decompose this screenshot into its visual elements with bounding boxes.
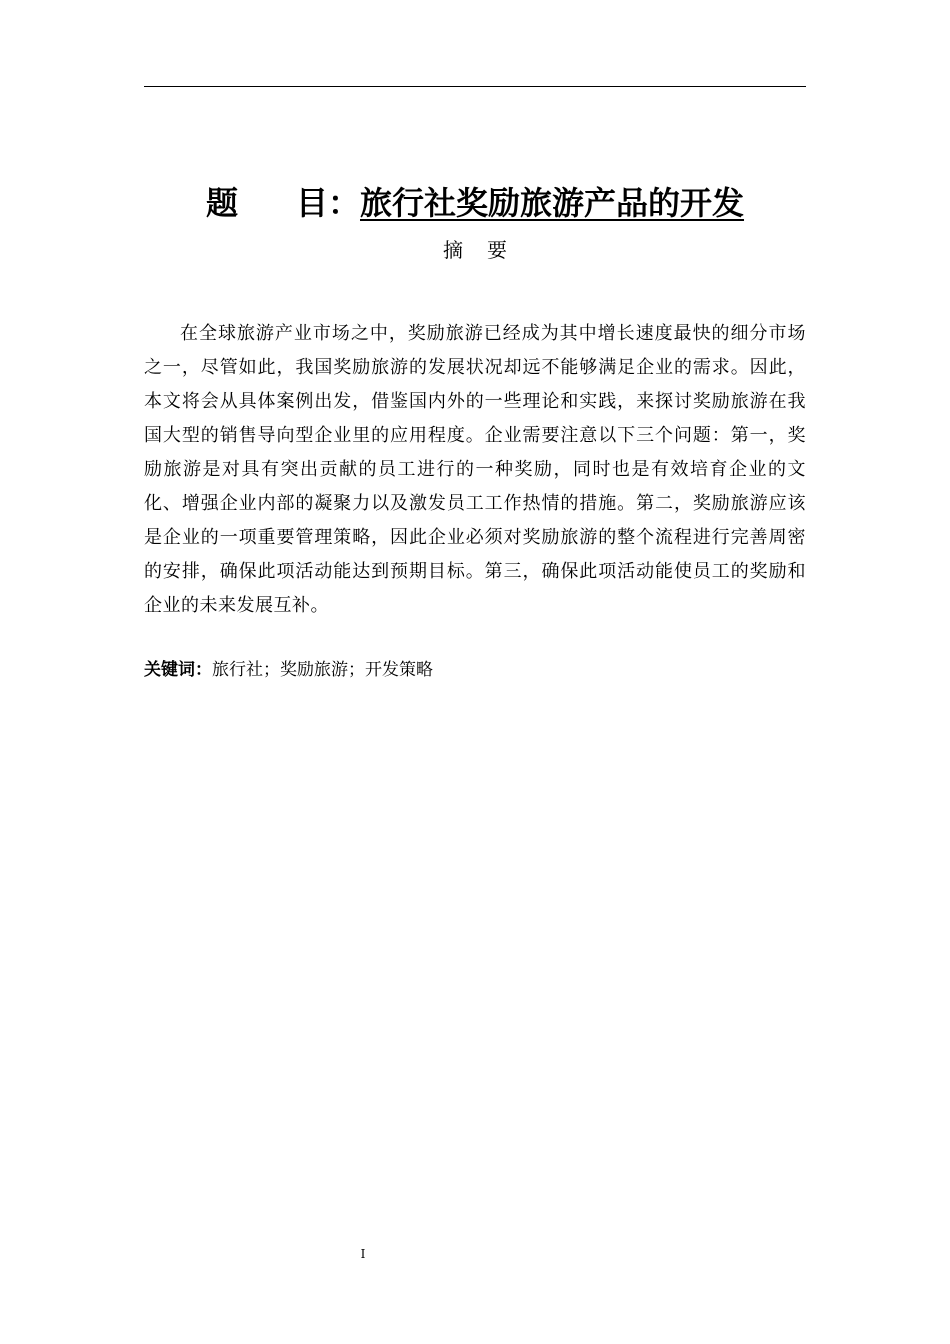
header-rule [144,86,806,87]
title-row [144,178,806,228]
keywords-list: 旅行社；奖励旅游；开发策略 [212,660,433,680]
abstract-body: 在全球旅游产业市场之中，奖励旅游已经成为其中增长速度最快的细分市场之一，尽管如此，我国奖励旅游的发展状况却远不能够满足企业的需求。因此，本文将会从具体案例出发，借鉴国内外的一些理论和实践，来探讨奖励旅游在我国大型的销售导向型企业里的应用程度。企业需要注意以下三个问题：第一，奖励旅游是对具有突出贡献的员工进行的一种奖励，同时也是有效培育企业的文化、增强企业内部的凝聚力以及激发员工工作热情的措施。第二，奖励旅游应该是企业的一项重要管理策略，因此企业必须对奖励旅游的整个流程进行完善周密的安排，确保此项活动能达到预期目标。第三，确保此项活动能使员工的奖励和企业的未来发展互补。 [144,323,806,616]
page-number: I [360,1247,366,1261]
title-label-part2: 目： [295,184,360,222]
keywords-label: 关键词： [144,660,212,680]
keywords-row [144,653,806,687]
abstract-heading [144,234,806,266]
document-title: 旅行社奖励旅游产品的开发 [360,184,745,222]
abstract-heading-part2: 要 [487,238,507,262]
title-label-part1: 题 [205,184,238,222]
abstract-heading-part1: 摘 [443,238,463,262]
